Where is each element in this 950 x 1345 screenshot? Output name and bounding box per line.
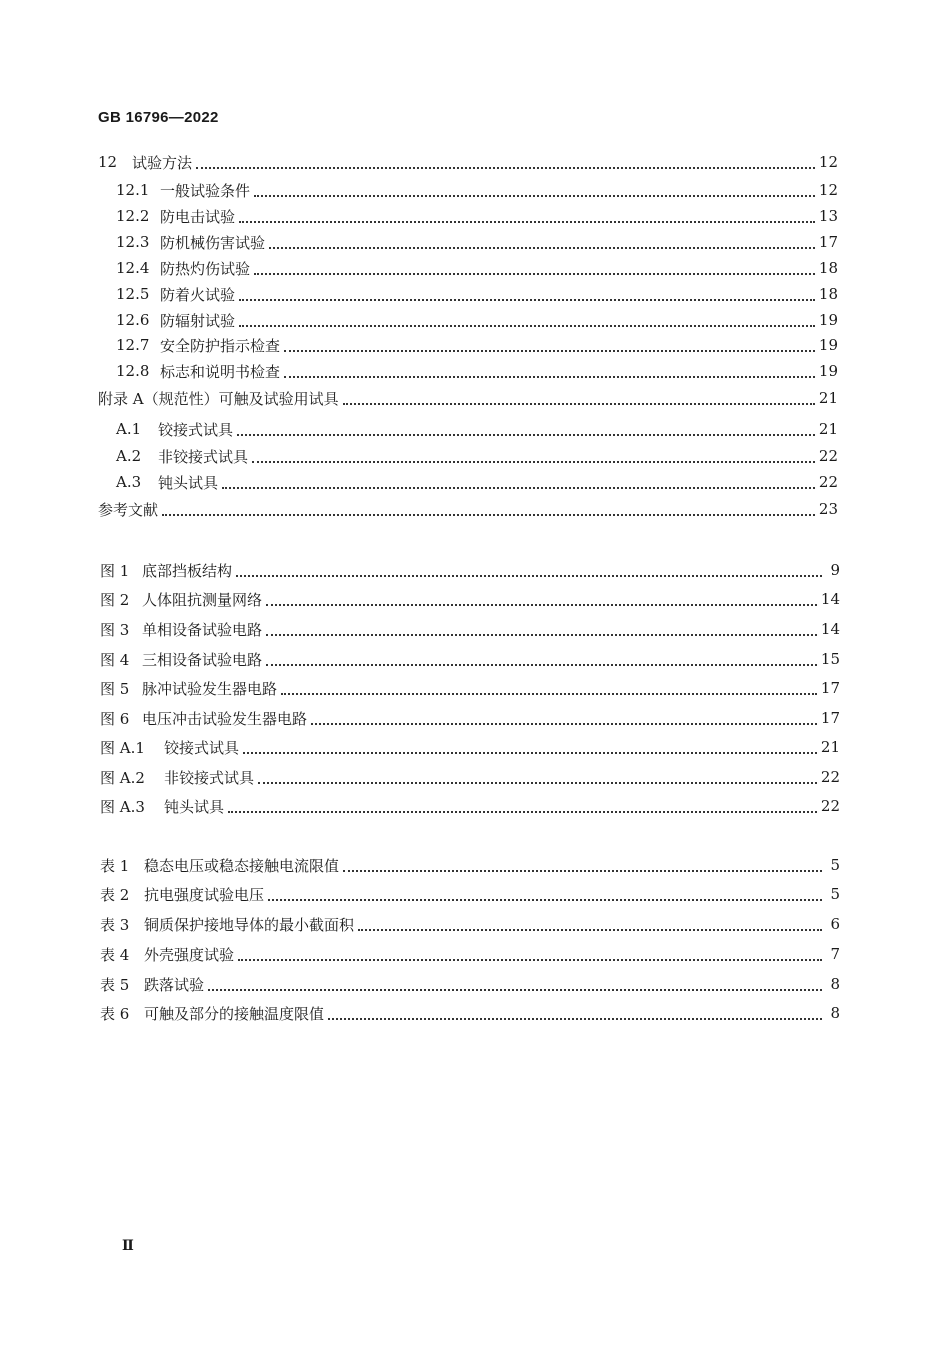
toc-entry-number: 12.5 <box>116 285 150 303</box>
toc-entry-page: 22 <box>820 797 840 815</box>
toc-entry-title: 跌落试验 <box>144 975 205 994</box>
toc-entry-number: 12.2 <box>116 207 150 225</box>
toc-entry-page: 13 <box>818 207 838 225</box>
toc-entry-page: 21 <box>818 389 838 407</box>
toc-entry[interactable] <box>98 496 838 522</box>
toc-entry-title: 非铰接式试具 <box>164 768 255 787</box>
toc-dot-leader <box>266 650 817 666</box>
toc-entry-title: 安全防护指示检查 <box>160 336 281 355</box>
toc-entry-number: 12.4 <box>116 259 150 277</box>
toc-entry-number: 图 1 <box>100 561 130 580</box>
toc-dot-leader <box>228 797 817 813</box>
toc-entry-page: 17 <box>820 679 840 697</box>
toc-entry-title: 三相设备试验电路 <box>142 650 263 669</box>
toc-entry-title: 防电击试验 <box>160 207 236 226</box>
toc-entry-title: 底部挡板结构 <box>142 561 233 580</box>
toc-entry[interactable] <box>98 149 838 175</box>
standard-number: GB 16796—2022 <box>98 109 219 126</box>
toc-entry-number: 12.1 <box>116 181 150 199</box>
toc-entry[interactable] <box>100 616 840 642</box>
toc-dot-leader <box>196 153 815 169</box>
toc-entry-number: 图 3 <box>100 620 130 639</box>
toc-entry[interactable] <box>116 281 838 307</box>
toc-entry-number: 图 6 <box>100 709 130 728</box>
toc-entry-page: 17 <box>820 709 840 727</box>
toc-entry[interactable] <box>116 203 838 229</box>
toc-entry-title: 钝头试具 <box>164 797 225 816</box>
toc-entry-title: 试验方法 <box>132 153 193 172</box>
toc-entry-page: 8 <box>830 975 840 993</box>
toc-entry-title: 防机械伤害试验 <box>160 233 266 252</box>
toc-entry-title: 铜质保护接地导体的最小截面积 <box>144 915 355 934</box>
toc-entry[interactable] <box>116 469 838 495</box>
toc-entry-page: 5 <box>830 856 840 874</box>
toc-entry[interactable] <box>100 1000 840 1026</box>
toc-entry-title: 抗电强度试验电压 <box>144 885 265 904</box>
toc-entry-page: 19 <box>818 362 838 380</box>
toc-dot-leader <box>284 336 815 352</box>
toc-entry-page: 15 <box>820 650 840 668</box>
toc-dot-leader <box>268 885 822 901</box>
toc-dot-leader <box>254 259 815 275</box>
toc-entry[interactable] <box>100 734 840 760</box>
toc-dot-leader <box>281 679 817 695</box>
toc-entry-title: 铰接式试具 <box>158 420 234 439</box>
toc-entry[interactable] <box>116 332 838 358</box>
toc-entry-number: 表 4 <box>100 945 130 964</box>
toc-entry-number: 图 A.2 <box>100 768 145 787</box>
toc-dot-leader <box>162 500 815 516</box>
toc-entry-title: 单相设备试验电路 <box>142 620 263 639</box>
toc-dot-leader <box>238 945 822 961</box>
toc-entry-page: 19 <box>818 311 838 329</box>
toc-entry-page: 18 <box>818 259 838 277</box>
toc-entry-page: 22 <box>820 768 840 786</box>
toc-entry[interactable] <box>100 911 840 937</box>
toc-entry-page: 14 <box>820 620 840 638</box>
toc-entry-page: 19 <box>818 336 838 354</box>
toc-dot-leader <box>328 1004 822 1020</box>
toc-entry[interactable] <box>100 852 840 878</box>
toc-entry-page: 7 <box>830 945 840 963</box>
toc-entry[interactable] <box>100 646 840 672</box>
toc-entry-page: 14 <box>820 590 840 608</box>
toc-dot-leader <box>311 709 817 725</box>
toc-dot-leader <box>284 362 815 378</box>
toc-entry-title: 附录 A（规范性）可触及试验用试具 <box>98 389 339 408</box>
toc-entry-number: 图 2 <box>100 590 130 609</box>
toc-entry[interactable] <box>116 416 838 442</box>
toc-entry[interactable] <box>100 675 840 701</box>
toc-entry[interactable] <box>98 385 838 411</box>
toc-entry-page: 9 <box>830 561 840 579</box>
toc-entry[interactable] <box>116 307 838 333</box>
toc-entry[interactable] <box>116 229 838 255</box>
toc-entry-number: 表 2 <box>100 885 130 904</box>
toc-entry[interactable] <box>116 358 838 384</box>
toc-dot-leader <box>343 389 815 405</box>
toc-entry-number: 图 A.1 <box>100 738 145 757</box>
toc-entry-title: 防热灼伤试验 <box>160 259 251 278</box>
toc-entry-title: 标志和说明书检查 <box>160 362 281 381</box>
toc-entry-page: 21 <box>818 420 838 438</box>
toc-dot-leader <box>258 768 817 784</box>
toc-entry-title: 稳态电压或稳态接触电流限值 <box>144 856 340 875</box>
toc-entry-number: 12.7 <box>116 336 150 354</box>
toc-entry-number: 表 3 <box>100 915 130 934</box>
toc-entry[interactable] <box>116 177 838 203</box>
toc-entry-number: 图 A.3 <box>100 797 145 816</box>
page-number: Ⅱ <box>122 1238 134 1254</box>
toc-entry[interactable] <box>100 764 840 790</box>
toc-entry-page: 5 <box>830 885 840 903</box>
toc-dot-leader <box>358 915 822 931</box>
toc-entry-number: A.1 <box>116 420 142 438</box>
toc-dot-leader <box>243 738 817 754</box>
toc-entry-number: A.2 <box>116 447 142 465</box>
toc-dot-leader <box>239 311 815 327</box>
toc-dot-leader <box>236 561 822 577</box>
toc-entry-title: 防着火试验 <box>160 285 236 304</box>
toc-dot-leader <box>269 233 815 249</box>
toc-dot-leader <box>222 473 815 489</box>
toc-entry[interactable] <box>100 557 840 583</box>
toc-dot-leader <box>343 856 822 872</box>
toc-entry-title: 人体阻抗测量网络 <box>142 590 263 609</box>
toc-entry-page: 12 <box>818 153 838 171</box>
toc-entry-number: 12.6 <box>116 311 150 329</box>
toc-entry[interactable] <box>116 255 838 281</box>
toc-entry[interactable] <box>100 586 840 612</box>
toc-entry[interactable] <box>100 971 840 997</box>
toc-entry-title: 可触及部分的接触温度限值 <box>144 1004 325 1023</box>
toc-entry-title: 钝头试具 <box>158 473 219 492</box>
toc-dot-leader <box>237 420 815 436</box>
toc-entry-title: 非铰接式试具 <box>158 447 249 466</box>
toc-entry-page: 22 <box>818 473 838 491</box>
toc-entry-page: 8 <box>830 1004 840 1022</box>
toc-entry-number: 表 5 <box>100 975 130 994</box>
toc-entry-title: 脉冲试验发生器电路 <box>142 679 278 698</box>
toc-entry-number: 12.8 <box>116 362 150 380</box>
toc-entry-page: 17 <box>818 233 838 251</box>
toc-entry-page: 12 <box>818 181 838 199</box>
toc-dot-leader <box>208 975 822 991</box>
toc-entry-number: 图 5 <box>100 679 130 698</box>
toc-dot-leader <box>239 207 815 223</box>
toc-entry[interactable] <box>116 443 838 469</box>
toc-entry-number: 图 4 <box>100 650 130 669</box>
toc-entry-title: 一般试验条件 <box>160 181 251 200</box>
toc-entry[interactable] <box>100 881 840 907</box>
toc-entry-number: A.3 <box>116 473 142 491</box>
toc-dot-leader <box>239 285 815 301</box>
toc-entry-title: 外壳强度试验 <box>144 945 235 964</box>
toc-entry-number: 12.3 <box>116 233 150 251</box>
toc-entry-page: 21 <box>820 738 840 756</box>
toc-entry-page: 6 <box>830 915 840 933</box>
toc-entry-page: 22 <box>818 447 838 465</box>
toc-dot-leader <box>254 181 815 197</box>
toc-entry[interactable] <box>100 941 840 967</box>
toc-entry-page: 18 <box>818 285 838 303</box>
toc-entry[interactable] <box>100 793 840 819</box>
toc-entry-title: 参考文献 <box>98 500 159 519</box>
toc-entry-page: 23 <box>818 500 838 518</box>
toc-entry-number: 表 1 <box>100 856 130 875</box>
toc-entry[interactable] <box>100 705 840 731</box>
toc-entry-title: 铰接式试具 <box>164 738 240 757</box>
toc-entry-title: 防辐射试验 <box>160 311 236 330</box>
toc-dot-leader <box>252 447 815 463</box>
toc-entry-number: 表 6 <box>100 1004 130 1023</box>
toc-dot-leader <box>266 620 817 636</box>
toc-dot-leader <box>266 590 817 606</box>
toc-entry-title: 电压冲击试验发生器电路 <box>142 709 308 728</box>
toc-entry-number: 12 <box>98 153 118 171</box>
